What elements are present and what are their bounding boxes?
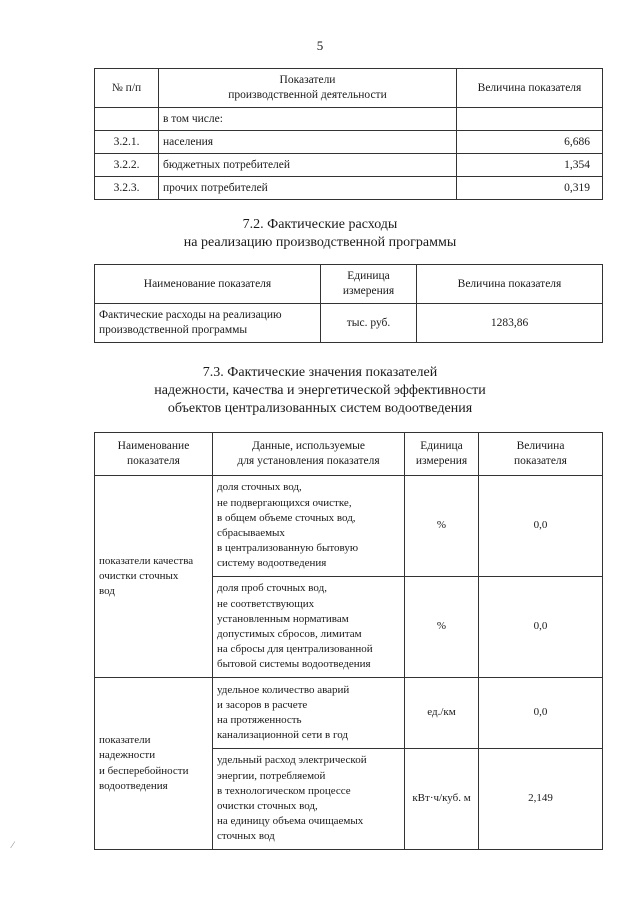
group-name-quality bbox=[95, 476, 213, 678]
header-name: Наименование показателя bbox=[95, 265, 321, 304]
table-cell bbox=[457, 108, 603, 131]
group-name-line: показатели bbox=[99, 734, 151, 747]
row-num: 3.2.2. bbox=[95, 154, 159, 177]
header-line: измерения bbox=[415, 455, 468, 467]
data-line: в общем объеме сточных вод, bbox=[217, 511, 356, 524]
data-line: сбрасываемых bbox=[217, 527, 285, 539]
data-description bbox=[213, 678, 405, 749]
data-line: установленным нормативам bbox=[217, 612, 349, 625]
header-line: Единица bbox=[420, 440, 463, 453]
data-line: канализационной сети в год bbox=[217, 729, 349, 742]
data-line: на сбросы для централизованной bbox=[217, 643, 373, 656]
header-unit-line1: Единица bbox=[347, 270, 390, 283]
data-line: доля проб сточных вод, bbox=[217, 582, 327, 595]
header-line: показателя bbox=[127, 455, 180, 467]
row-name: бюджетных потребителей bbox=[159, 154, 457, 177]
page-number: 5 bbox=[316, 38, 324, 53]
data-line: не подвергающихся очистке, bbox=[217, 496, 352, 509]
group-name-reliability bbox=[95, 678, 213, 850]
section-7-2-heading bbox=[0, 216, 640, 252]
data-line: бытовой системы водоотведения bbox=[217, 658, 371, 671]
table-header-row bbox=[95, 69, 603, 108]
group-name-line: и бесперебойности bbox=[99, 764, 189, 777]
scan-mark: ⁄ bbox=[12, 840, 14, 850]
heading-line: объектов централизованных систем водоотведения bbox=[167, 400, 473, 416]
value-cell: 2,149 bbox=[479, 749, 603, 850]
data-description bbox=[213, 749, 405, 850]
group-name-line: водоотведения bbox=[99, 779, 168, 792]
data-line: и засоров в расчете bbox=[217, 698, 308, 711]
data-line: допустимых сбросов, лимитам bbox=[217, 628, 362, 640]
data-line: в централизованную бытовую bbox=[217, 542, 359, 555]
heading-line: на реализацию производственной программы bbox=[183, 234, 457, 250]
row-value: 1,354 bbox=[457, 154, 603, 177]
row-name: прочих потребителей bbox=[159, 177, 457, 200]
heading-line: 7.2. Фактические расходы bbox=[242, 217, 398, 232]
data-line: на единицу объема очищаемых bbox=[217, 815, 364, 828]
group-name-line: очистки сточных bbox=[99, 569, 179, 582]
table-cell bbox=[95, 108, 159, 131]
row-value: 1283,86 bbox=[417, 304, 603, 343]
row-name: населения bbox=[159, 131, 457, 154]
unit-cell: % bbox=[405, 577, 479, 678]
section-7-3-heading bbox=[0, 364, 640, 418]
row-value: 6,686 bbox=[457, 131, 603, 154]
header-data bbox=[213, 433, 405, 476]
table-row bbox=[95, 131, 603, 154]
group-name-line: надежности bbox=[99, 749, 156, 762]
data-line: систему водоотведения bbox=[217, 557, 327, 570]
data-line: очистки сточных вод, bbox=[217, 800, 318, 812]
table-header-row bbox=[95, 265, 603, 304]
data-line: удельный расход электрической bbox=[217, 754, 367, 767]
data-line: доля сточных вод, bbox=[217, 481, 302, 494]
header-indicators bbox=[159, 69, 457, 108]
reliability-quality-efficiency-table bbox=[94, 432, 603, 850]
header-num: № п/п bbox=[95, 69, 159, 108]
data-description bbox=[213, 476, 405, 577]
data-line: сточных вод bbox=[217, 830, 275, 843]
header-indicators-line1: Показатели bbox=[279, 74, 336, 87]
row-num: 3.2.1. bbox=[95, 131, 159, 154]
data-line: на протяженность bbox=[217, 714, 302, 726]
table-row bbox=[95, 154, 603, 177]
subheader-cell: в том числе: bbox=[159, 108, 457, 131]
data-line: энергии, потребляемой bbox=[217, 769, 326, 782]
data-description bbox=[213, 577, 405, 678]
value-cell: 0,0 bbox=[479, 678, 603, 749]
heading-line: 7.3. Фактические значения показателей bbox=[202, 365, 438, 380]
data-line: в технологическом процессе bbox=[217, 784, 351, 797]
row-name bbox=[95, 304, 321, 343]
unit-cell: ед./км bbox=[405, 678, 479, 749]
group-name-line: вод bbox=[99, 585, 115, 598]
row-name-line1: Фактические расходы на реализацию bbox=[99, 309, 282, 322]
unit-cell: % bbox=[405, 476, 479, 577]
header-line: показателя bbox=[514, 455, 567, 467]
table-row bbox=[95, 476, 603, 577]
header-unit bbox=[321, 265, 417, 304]
header-indicators-line2: производственной деятельности bbox=[228, 89, 387, 101]
header-line: для установления показателя bbox=[237, 455, 380, 467]
header-unit-line2: измерения bbox=[342, 285, 395, 297]
group-name-line: показатели качества bbox=[99, 554, 194, 567]
header-name bbox=[95, 433, 213, 476]
row-value: 0,319 bbox=[457, 177, 603, 200]
table-row bbox=[95, 108, 603, 131]
row-unit: тыс. руб. bbox=[321, 304, 417, 343]
data-line: удельное количество аварий bbox=[217, 683, 350, 696]
unit-cell: кВт·ч/куб. м bbox=[405, 749, 479, 850]
row-name-line2: производственной программы bbox=[99, 324, 248, 336]
table-row bbox=[95, 678, 603, 749]
table-row bbox=[95, 304, 603, 343]
production-indicators-table bbox=[94, 68, 603, 200]
header-value: Величина показателя bbox=[417, 265, 603, 304]
header-line: Данные, используемые bbox=[252, 440, 365, 453]
value-cell: 0,0 bbox=[479, 577, 603, 678]
header-value: Величина показателя bbox=[457, 69, 603, 108]
table-row bbox=[95, 177, 603, 200]
header-line: Величина bbox=[516, 440, 565, 453]
header-unit bbox=[405, 433, 479, 476]
actual-expenses-table bbox=[94, 264, 603, 343]
header-line: Наименование bbox=[117, 440, 190, 453]
header-value bbox=[479, 433, 603, 476]
row-num: 3.2.3. bbox=[95, 177, 159, 200]
data-line: не соответствующих bbox=[217, 597, 315, 610]
heading-line: надежности, качества и энергетической эффективности bbox=[154, 382, 486, 398]
value-cell: 0,0 bbox=[479, 476, 603, 577]
table-header-row bbox=[95, 433, 603, 476]
